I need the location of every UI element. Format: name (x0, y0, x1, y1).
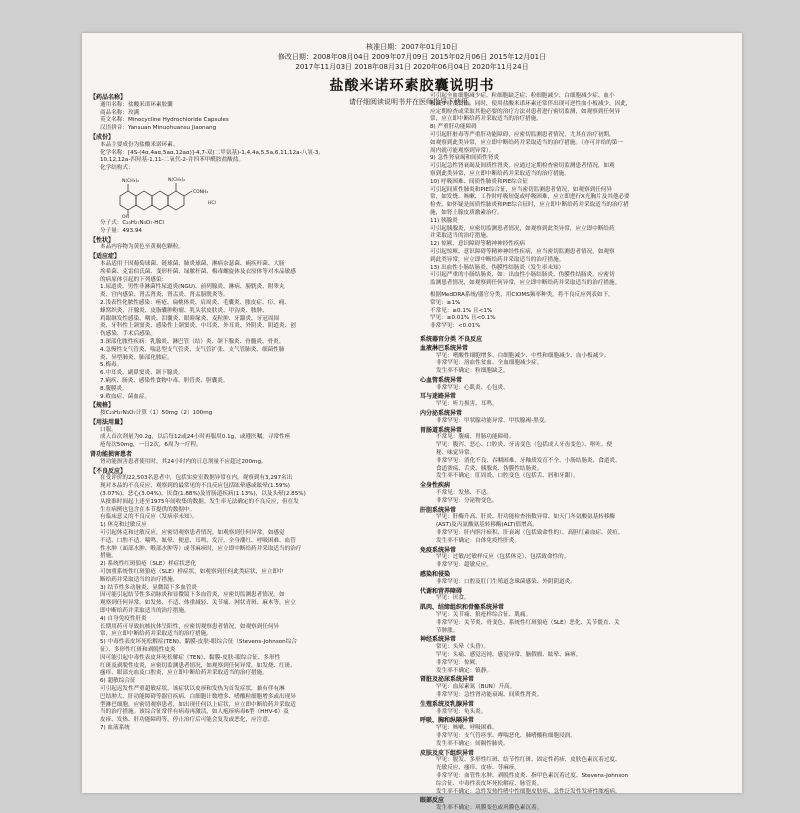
text-line: 12) 惊厥、意识障碍等精神神经性疾病 (430, 241, 525, 248)
text-line: 化学结构式： (100, 165, 134, 172)
document-header (82, 33, 742, 72)
text-line: 可引起胰腺炎，应密切监测患者情况，如观察到此类异常，应立即中断给药 (430, 225, 615, 232)
section-indications: 【适应症】 (90, 253, 121, 261)
text-line: 伤感染、手术后感染。 (100, 331, 156, 338)
text-line: 10) 呼吸困难、间质性肺炎和PIE综合征 (430, 178, 528, 185)
soc-category: 眼部反应 (420, 797, 445, 805)
text-line: 不常见：发热、不适。 (436, 490, 492, 497)
section-composition: 【成份】 (90, 133, 115, 141)
text-line: 罕见：嗜酸性细胞增多、白细胞减少、中性和细胞减少、血小板减少。 (436, 352, 610, 359)
soc-category: 胃肠道系统异常 (420, 426, 463, 434)
text-line: 肾功能损害患者使用时，其24小时内的日总剂量不应超过200mg。 (100, 458, 267, 465)
text-line: 1.尿道炎、男性非淋菌性尿道炎(NGU)、前列腺炎、淋病、膀胱炎、附睾丸 (100, 284, 285, 291)
revision-dates-line-2: 2017年11月03日 2018年08月31日 2020年06月04日 2020年11月24日 (295, 63, 529, 71)
text-line: 监测患者情况，如观察到任何异常，应立即中断给药并采取适当的治疗措施。 (430, 280, 621, 287)
svg-text:OH: OH (122, 214, 129, 220)
text-line: 疮每次50mg，一日2次，6周为一疗程。 (100, 442, 202, 449)
text-line: 生在病例也包含在本节提供的数据中。 (100, 506, 196, 513)
text-line: 发生率不确定：间隔性肺炎。 (436, 740, 509, 747)
text-line: 非常罕见：超敏反应。 (436, 562, 492, 569)
text-line: 发生率不确定：巩膜变色或巩膜色素沉着。 (436, 805, 543, 812)
soc-category: 感染和侵染 (420, 571, 451, 579)
chemical-structure-diagram (110, 174, 408, 218)
frequency-legend (420, 292, 736, 331)
text-line: 罕见：过敏/过敏样反应（包括休克）、包括致命性的。 (436, 554, 570, 561)
text-line: 成人首次剂量为0.2g，以后每12或24小时再服用0.1g，或遵医嘱。寻常性痤 (100, 434, 291, 441)
text-line: 非常罕见：急性肾功能衰竭、间质性肾炎。 (436, 691, 543, 698)
text-line: 罕见：≥0.01% 且<0.1% (430, 315, 496, 322)
soc-category: 肌肉、结缔组织和骨骼系统异常 (420, 604, 505, 612)
text-line: 在受评价的22,503名患者中，包括实验室数据异常在内，观察到有3,297名出 (100, 475, 293, 482)
text-line: 分子量：493.94 (100, 227, 142, 234)
text-line: 巴结肿大、肝功能障碍等器官疾病、白细胞计数增多、嗜酸粒细胞增多或出现异 (100, 693, 296, 700)
leaflet-sheet (82, 33, 742, 812)
text-line: 罕见：听力损害、耳鸣。 (436, 401, 498, 408)
text-line: 非常罕见：分泌物变色。 (436, 497, 498, 504)
text-line: 食道溃疡、舌炎、胰腺炎、伪膜性结肠炎。 (436, 465, 543, 472)
formula-block (90, 220, 408, 236)
text-line: (3.07%)、恶心(3.04%)、厌食(1.88%)及胃肠道疾病(1.13%)，以及头晕(2.85%) (100, 491, 306, 498)
text-line: 2.浅表性化脓性感染：痤疮、扁桃体炎、肩周炎、毛囊炎、脓皮症、疖、痈、 (100, 299, 290, 306)
soc-category: 神经系统异常 (420, 636, 457, 644)
soc-category: 全身性疾病 (420, 482, 451, 490)
text-line: 非常罕见：血管性水肿、剥脱性皮炎、指甲色素沉着过度、Stevens-Johnson (436, 772, 629, 779)
text-line: 罕见：血尿素氮（BUN）升高。 (436, 684, 516, 691)
text-line: 常见：头晕（头昏）。 (436, 644, 490, 651)
text-line: 埃希菌、克雷伯氏菌、变形杆菌、绿脓杆菌、梅毒螺旋体及衣原体等对本品敏感 (100, 268, 296, 275)
adverse-reactions-continued (420, 93, 736, 288)
text-line: 发生率不确定：镇静。 (436, 667, 492, 674)
text-line: 板减少症及贫血，同时，使用盐酸米诺环素还常伴出现可逆性血小板减少，因此， (430, 100, 632, 107)
text-line: 7) 血液系统 (100, 724, 130, 731)
text-line: 秘、味觉异常。 (436, 450, 476, 457)
text-line: 6.中耳炎、副鼻窦炎、颌下腺炎。 (100, 370, 184, 377)
text-line: 4) 自身免疫性肝炎 (100, 615, 147, 622)
text-line: 1) 休克和过敏反应 (100, 522, 147, 529)
section-characteristics: 【性状】 (90, 236, 115, 244)
usage-block (90, 427, 408, 450)
text-line: 可引起急性肾衰竭及间质性肾炎，应通过定期检查密切监测患者情况，如观 (430, 163, 615, 170)
renal-block (90, 459, 408, 467)
text-line: 可引起全血细胞减少症、粒细胞缺乏症、粒细胞减少、白细胞减少症、血小 (430, 93, 615, 99)
revision-dates-line-1: 修改日期：2008年08月04日 2009年07月09日 2015年02月06日 2015年12月01日 (277, 53, 547, 61)
text-line: 非常罕见：口腔及肛门生殖道念珠菌感染、外阴阴道炎。 (436, 578, 576, 585)
text-line: 7.痢疾、肠炎、感染性食物中毒、胆管炎、胆囊炎。 (100, 377, 229, 384)
text-line: 非常罕见：<0.01% (430, 323, 481, 330)
text-line: 发生率不确定：急性发热性嗜中性细胞皮肤病、急性泛发性发疹性脓疱病。 (436, 788, 621, 795)
text-line: 周内就可能观察到异常）。 (430, 147, 495, 154)
text-line: 2) 系统性红斑狼疮（SLE）样症状恶化 (100, 561, 197, 568)
text-line: 红斑及剥脱性皮炎，应密切监测患者情况，如观察到任何异常，如发烧、红斑、 (100, 662, 296, 669)
text-line: 蜂窝织炎、汗腺炎、皮脂囊肿粉瘤、乳头状皮肤炎、甲沟炎、脓肿、 (100, 307, 268, 314)
text-line: 如观察到此类异常，应立即中断给药并采取适当的治疗措施。（亦可并给的第一 (430, 139, 623, 146)
text-line: 发生率不确定：粒细胞缺乏。 (436, 368, 509, 375)
text-line: 综合征、中毒性表皮坏死松解症、脉管炎。 (436, 780, 543, 787)
text-line: 4.急慢性支气管炎、喘息型支气管炎、支气管扩张、支气管肺炎、细菌性肺 (100, 346, 285, 353)
text-line: 本品适用于因葡萄球菌、链球菌、肺炎球菌、淋病奈瑟菌、痢疾杆菌、大肠 (100, 260, 285, 267)
text-line: 口服。 (100, 426, 117, 433)
text-line: 5.梅毒。 (100, 362, 123, 369)
text-line: 不常见：≥0.1% 且<1% (430, 307, 493, 314)
text-line: 措施。 (100, 553, 117, 560)
soc-category: 血液淋巴系统异常 (420, 344, 469, 352)
text-line: 性水肿（面部水肿、喉部水肿等）或荨麻疹时，应立即中断给药并采取适当的治疗 (100, 545, 302, 552)
text-line: 非常罕见：惊厥。 (436, 659, 481, 666)
composition-block (90, 142, 408, 173)
text-line: 因可能引起结节性多动脉炎和显微镜下多血管炎，应密切监测患者情况。如 (100, 592, 285, 599)
text-line: 长期用药可导致抗核抗体呈阳性，应密切观察患者情况，如观察到任何异 (100, 623, 280, 630)
left-column (90, 93, 408, 789)
text-line: 炎、异型肺炎、肺部化脓症。 (100, 354, 173, 361)
text-line: 不适、口腔不适、喘鸣、眩晕、便意、耳鸣、发汗、全身潮红、呼吸困难、血管 (100, 537, 296, 544)
soc-category: 肾脏及泌尿系统异常 (420, 676, 475, 684)
soc-table (420, 345, 736, 813)
text-line: 本品主要成份为盐酸米诺环素。 (100, 141, 179, 148)
text-line: 节肿胀。 (436, 627, 459, 634)
text-line: 通用名称：盐酸米诺环素胶囊 (100, 101, 173, 108)
text-line: 常见：≥1% (430, 299, 461, 306)
text-line: 型淋巴细胞。应密切观察患者，如出现任何以上症状，应立即中断给药并采取适 (100, 701, 296, 708)
text-line: 因可能引起中毒性表皮坏死松解症（TEN）、黏膜-皮肤-眼综合征、多形性 (100, 654, 281, 661)
text-line: 9) 急性肾衰竭和间质性肾炎 (430, 155, 500, 162)
soc-category: 生殖系统及乳腺异常 (420, 700, 475, 708)
svg-text:N(CH₃)₂: N(CH₃)₂ (122, 178, 140, 184)
document-title: 盐酸米诺环素胶囊说明书 (329, 78, 495, 94)
text-line: 非常罕见：消化不良、吞咽困难、牙釉质发育不全、小肠结肠炎、食道炎、 (436, 457, 621, 464)
text-line: 按C₂₃H₂₇N₃O₇计算（1）50mg（2）100mg (100, 410, 213, 417)
text-line: 罕见：腹泻、恶心、口腔炎、牙齿变色（包括成人牙齿变色）、呕吐、便 (436, 442, 613, 449)
text-line: 断给药并采取适当的治疗措施。 (100, 576, 179, 583)
text-line: 非常罕见：龟头炎。 (436, 708, 487, 715)
text-line: 可引起迟发性严重超敏症状，该症状以皮疹和发热为首发症状，兼有伴有淋 (100, 685, 285, 692)
text-line: 从批准时间起上述至1975年间收集的数据。发生率无法确定的不良反应，但在发 (100, 498, 299, 505)
text-line: 本品内容物为黄色至黄褐色颗粒。 (100, 244, 184, 251)
approval-date: 核准日期：2007年01月10日 (366, 43, 458, 51)
text-line: 观察到任何异常，如发热、不适、体重减轻、关节痛、网状青斑、麻木等，应立 (100, 600, 296, 607)
soc-category: 代谢和营养障碍 (420, 587, 463, 595)
text-line: 非常罕见：心肌炎、心包炎。 (436, 384, 509, 391)
text-line: 化学名称：[4S-(4α,4aα,5aα,12aα)]-4,7-双(二甲氨基)-1,4,4a,5,5a,6,11,12a-八氢-3, (100, 149, 321, 156)
text-line: 到此类异常，应立即中断给药并采取适当的治疗措施。 (430, 256, 565, 263)
text-line: 常，如发烧、咳嗽、工作时呼吸短促或呼吸困难，应立即进行X光胸片及其他必要 (430, 194, 630, 201)
section-adverse-reactions: 【不良反应】 (90, 467, 127, 475)
text-line: 6) 超敏综合征 (100, 678, 136, 685)
drug-name-block (90, 102, 408, 133)
text-line: 英文名称：Minocycline Hydrochloride Capsules (100, 117, 229, 124)
text-line: 汉语拼音：Yansuan Minuohuansu Jiaonang (100, 125, 217, 132)
text-line: 施，如肾上腺皮质激素治疗。 (430, 209, 503, 216)
characteristics-block (90, 244, 408, 252)
soc-category: 皮肤及皮下组织异常 (420, 749, 475, 757)
text-line: 非常罕见：溶血性贫血、全血细胞减少症。 (436, 360, 543, 367)
text-line: 发生率不确定：肛周炎、口腔变色（包括舌、唇和牙龈）。 (436, 473, 579, 480)
text-line: 13) 出血性小肠结肠炎、伪膜性结肠炎（发生率未知） (430, 264, 565, 271)
content-columns (90, 93, 734, 812)
text-line: 非常罕见：支气管痉挛、哮喘恶化、肺嗜酸粒细胞浸润。 (436, 732, 576, 739)
text-line: 可加重系统性红斑狼疮（SLE）样症状，如观察到任何此类症状，应立即中 (100, 569, 284, 576)
text-line: 可引起休克和过敏反应，应密切观察患者情况。如观察到任何异常，如感觉 (100, 530, 285, 537)
text-line: 可引起惊厥、意识障碍等精神神经性疾病，应当密切监测患者情况，如观察 (430, 248, 615, 255)
text-line: 光敏反应、瘙痒、皮疹、荨麻疹。 (436, 765, 520, 772)
text-line: 即中断给药并采取适当的治疗措施。 (100, 608, 190, 615)
text-line: 常，应立即中断给药并采取适当的治疗措施。 (100, 631, 212, 638)
text-line: 可引起严重的小肠结肠炎、如：出血性小肠结肠炎、伪膜性结肠炎，应密切 (430, 272, 615, 279)
text-line: 罕见：厌食。 (436, 595, 470, 602)
text-line: 炎、宫内感染、肾盂肾炎、肾盂炎、肾盂膀胱炎等。 (100, 292, 229, 299)
section-drug-name: 【药品名称】 (90, 94, 127, 101)
text-line: 根据MedDRA系统/器官分类，用CIOMS频率种类，将不良反应列表如下。 (430, 291, 614, 298)
text-line: 3) 结节性多动脉炎、显微镜下多血管炎 (100, 584, 198, 591)
text-line: 检查，如怀疑是间质性肺炎和PIE综合征时，应立即中断给药并采取适当的治疗措 (430, 202, 629, 209)
text-line: (AST)及丙氨酸氨基转移酶(ALT)值增高。 (436, 522, 538, 529)
reading-notice: 请仔细阅读说明书并在医师指导下使用。 (349, 98, 475, 106)
text-line: 可引起肝脏毒等严重肝功能障碍，应密切监测患者情况，尤其在治疗初期， (430, 131, 615, 138)
text-line: 常，应立即中断给药并采取适当的治疗措施。 (430, 116, 542, 123)
text-line: 罕见：肝酶升高、肝炎、肝功能检查指数异常、如天门冬氨酸氨基转移酶 (436, 514, 616, 521)
text-line: 11) 胰腺炎 (430, 217, 458, 224)
specification-block (90, 410, 408, 418)
text-line: 罕见：咳嗽、呼吸困难。 (436, 725, 498, 732)
text-line: 非常罕见：甲状腺功能异常、甲状腺褐-黑变。 (436, 417, 550, 424)
text-line: 征）、多形性红斑和剥脱性皮炎 (100, 647, 176, 653)
text-line: 9.败血症、菌血症。 (100, 393, 151, 400)
section-renal-impairment: 肾功能损害患者 (90, 451, 133, 459)
text-line: 不常见：腹痛、胃肠功能障碍。 (436, 434, 515, 441)
text-line: 商品名称：玫满 (100, 109, 140, 116)
svg-text:HCl: HCl (208, 200, 216, 206)
text-line: 炎、牙科性上颌窦炎、感染性上颌窦炎、中耳炎、外耳炎、外阴炎、阴道炎、创 (100, 323, 296, 330)
text-line: 非常罕见：肝内胆汁瘀积、肝衰竭（包括致命性的）、高胆红素血症、黄疸。 (436, 530, 624, 537)
text-line: 皮疹、发热、肝功能障碍等，停止治疗后可能会复发或恶化，应注意。 (100, 717, 274, 724)
text-line: 现对本品的不良反应，观察到的最常见的不良反应包括眩晕感或眩晕(1.59%) (100, 483, 290, 490)
text-line: 分子式：C₂₃H₂₇N₃O₇·HCl (100, 219, 164, 226)
text-line: 鸡眼继发性感染、咽炎、泪囊炎、眼睑缘炎、麦粒肿、牙龈炎、牙冠周围 (100, 315, 280, 322)
text-line: 罕见：头痛、感觉迟钝、感觉异常、脑假瘤、眩晕、麻痹。 (436, 651, 582, 658)
text-line: 8) 严重肝功能障碍 (430, 124, 477, 131)
text-line: 的病原体引起的下列感染： (100, 276, 168, 283)
section-specification: 【规格】 (90, 402, 115, 410)
text-line: 发生率不确定：自体免疫性肝炎。 (436, 537, 520, 544)
section-usage-dosage: 【用法用量】 (90, 418, 127, 426)
soc-category: 肝胆系统异常 (420, 506, 457, 514)
soc-category: 内分泌系统异常 (420, 410, 463, 418)
soc-table-header: 系统器官分类 不良反应 (420, 335, 483, 343)
soc-category: 呼吸、胸和纵隔异常 (420, 717, 475, 725)
text-line: 察到此类异常，应立即中断给药并采取适当的治疗措施。 (430, 170, 570, 177)
text-line: 当的治疗措施。该综合征常伴有病毒再激活，如人疱疹病毒6型（HHV-6）及 (100, 709, 289, 716)
text-line: 5) 中毒性表皮坏死松解症(TEN)、黏膜-皮肤-眼综合征（Stevens-Johnson综合 (100, 639, 297, 646)
text-line: 并采取适当的治疗措施。 (430, 233, 492, 240)
svg-text:CONH₂: CONH₂ (193, 189, 209, 195)
text-line: 瘙痒、眼部充血及口腔炎，应立即中断给药并采取适当的治疗措施。 (100, 670, 268, 677)
indications-block (90, 261, 408, 401)
text-line: 有临床意义的不良反应（发病率未知）。 (100, 514, 198, 521)
text-line: 10,12,12a-四羟基-1,11-二氧代-2-并四苯甲酰胺盐酸盐。 (100, 157, 244, 164)
text-line: 罕见：关节痛、狼疮样综合征、肌痛。 (436, 612, 532, 618)
text-line: 可引起间质性肺炎和PIE综合征，应当密切监测患者情况，如观察到任何异 (430, 186, 612, 193)
soc-category: 免疫系统异常 (420, 546, 457, 554)
text-line: 非常罕见：关节炎、骨变色、系统性红斑狼疮（SLE）恶化、关节僵直、关 (436, 619, 620, 626)
text-line: 8.腹膜炎。 (100, 385, 128, 392)
svg-text:N(CH₃)₂: N(CH₃)₂ (168, 177, 186, 183)
text-line: 罕见：脱发、多形性红斑、结节性红斑、固定性药疹、皮肤色素沉着过度、 (436, 757, 621, 764)
text-line: 应定期检查或采取其他必要的治疗方法对患者进行密切监测，如观察到任何异 (430, 108, 621, 115)
soc-category: 耳与迷路异常 (420, 393, 457, 401)
soc-category: 心血管系统异常 (420, 376, 463, 384)
text-line: 3.深部化脓性疾病：乳腺炎、淋巴管（结）炎、颌下腺炎、骨髓炎、骨炎。 (100, 338, 285, 345)
adverse-reactions-block (90, 475, 408, 732)
right-column (420, 93, 736, 812)
